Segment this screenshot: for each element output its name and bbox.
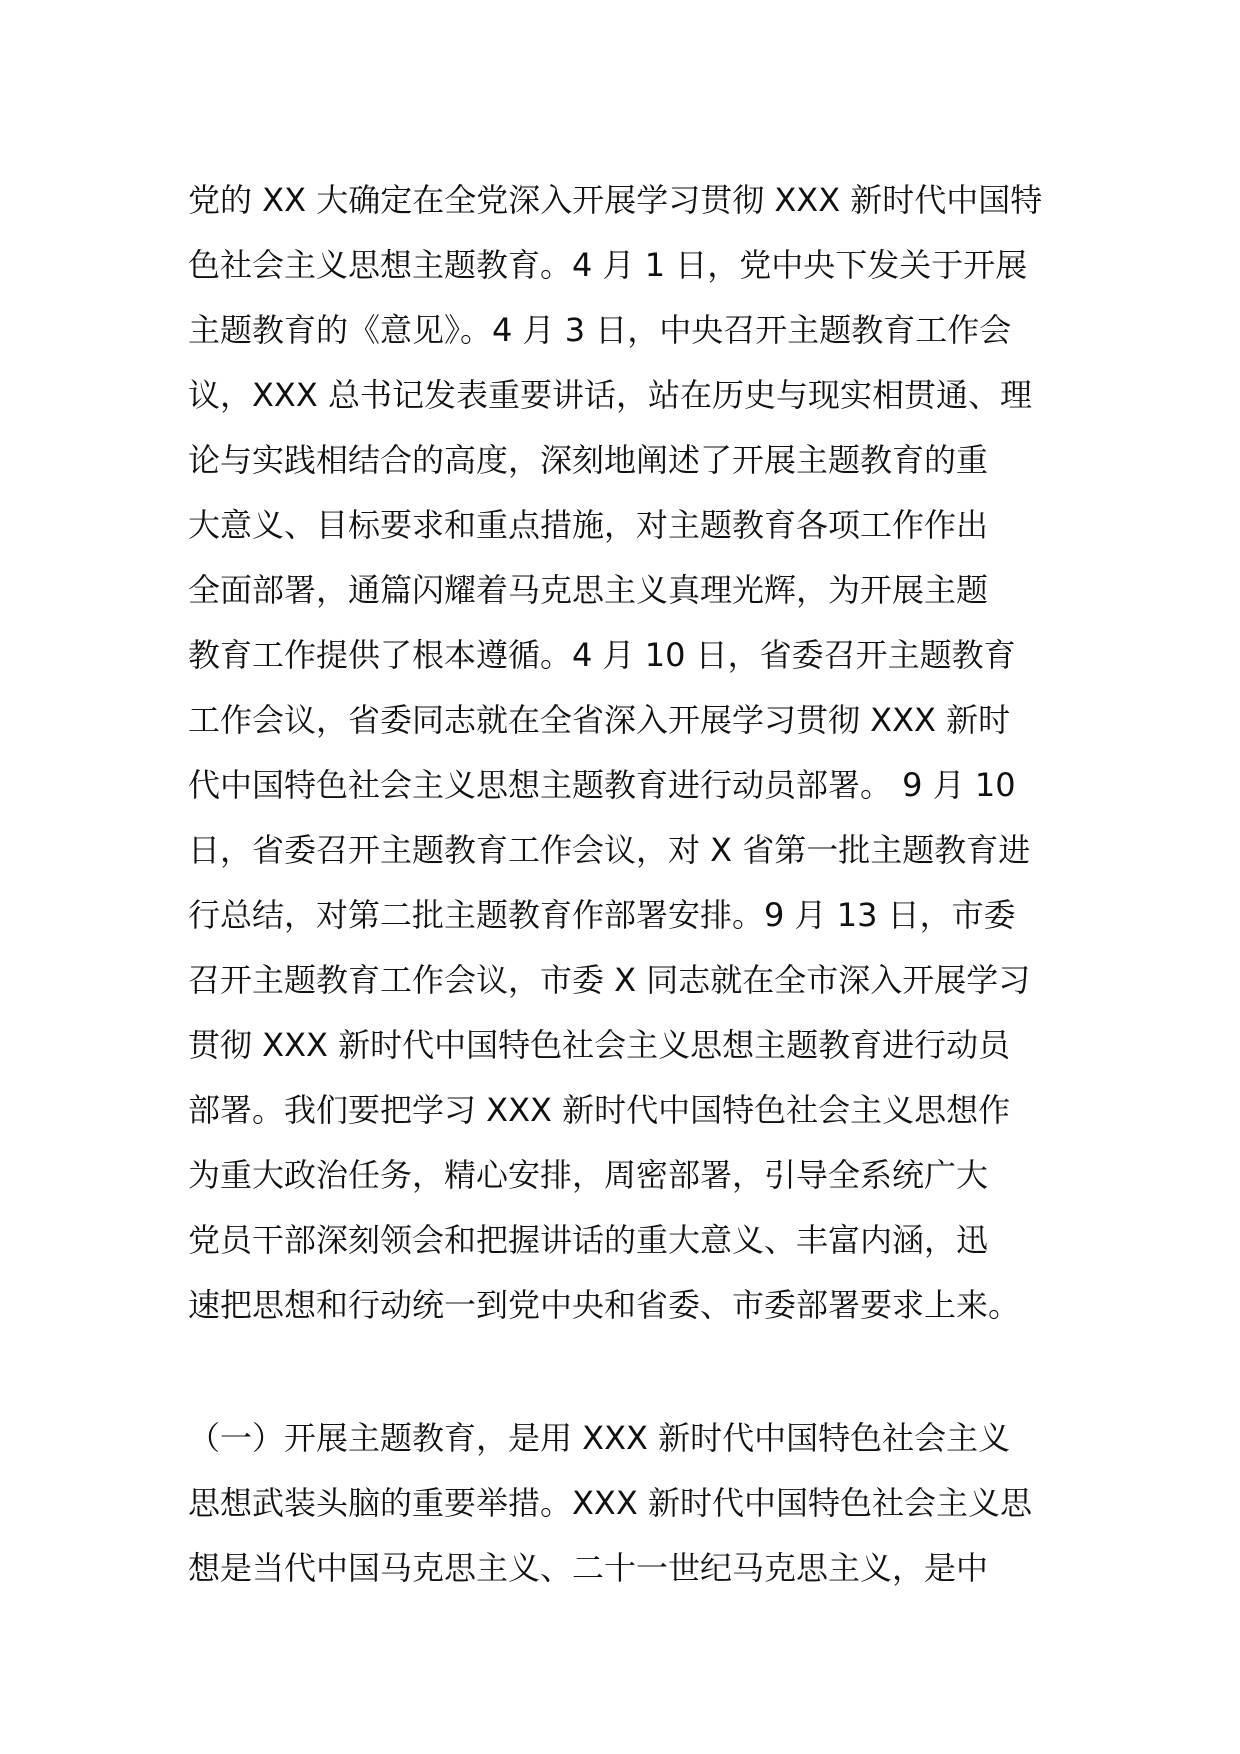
text-line: 代中国特色社会主义思想主题教育进行动员部署。 9 月 10 [188,766,1016,804]
text-line: 主题教育的《意见》。4 月 3 日，中央召开主题教育工作会 [188,311,1012,349]
text-line: 召开主题教育工作会议，市委 X 同志就在全市深入开展学习 [188,961,1031,999]
text-line: 想是当代中国马克思主义、二十一世纪马克思主义，是中 [188,1549,989,1587]
text-line: 议，XXX 总书记发表重要讲话，站在历史与现实相贯通、理 [188,376,1032,414]
text-line: 党员干部深刻领会和把握讲话的重大意义、丰富内涵，迅 [188,1221,989,1259]
text-line: （一）开展主题教育，是用 XXX 新时代中国特色社会主义 [188,1419,1011,1457]
paragraph-2 [188,1406,1068,1601]
text-line: 色社会主义思想主题教育。4 月 1 日，党中央下发关于开展 [188,246,1028,284]
paragraph-1 [188,168,1068,1338]
text-line: 日，省委召开主题教育工作会议，对 X 省第一批主题教育进 [188,831,1031,869]
text-line: 教育工作提供了根本遵循。4 月 10 日，省委召开主题教育 [188,636,1016,674]
text-line: 行总结，对第二批主题教育作部署安排。9 月 13 日，市委 [188,896,1016,934]
text-line: 为重大政治任务，精心安排，周密部署，引导全系统广大 [188,1156,989,1194]
text-line: 大意义、目标要求和重点措施，对主题教育各项工作作出 [188,506,989,544]
text-line: 论与实践相结合的高度，深刻地阐述了开展主题教育的重 [188,441,989,479]
text-line: 思想武装头脑的重要举措。XXX 新时代中国特色社会主义思 [188,1484,1032,1522]
text-line: 全面部署，通篇闪耀着马克思主义真理光辉，为开展主题 [188,571,989,609]
text-line: 工作会议，省委同志就在全省深入开展学习贯彻 XXX 新时 [188,701,1011,739]
text-line: 党的 XX 大确定在全党深入开展学习贯彻 XXX 新时代中国特 [188,181,1043,219]
text-line: 速把思想和行动统一到党中央和省委、市委部署要求上来。 [188,1286,1021,1324]
text-line: 贯彻 XXX 新时代中国特色社会主义思想主题教育进行动员 [188,1026,1011,1064]
text-line: 部署。我们要把学习 XXX 新时代中国特色社会主义思想作 [188,1091,1011,1129]
